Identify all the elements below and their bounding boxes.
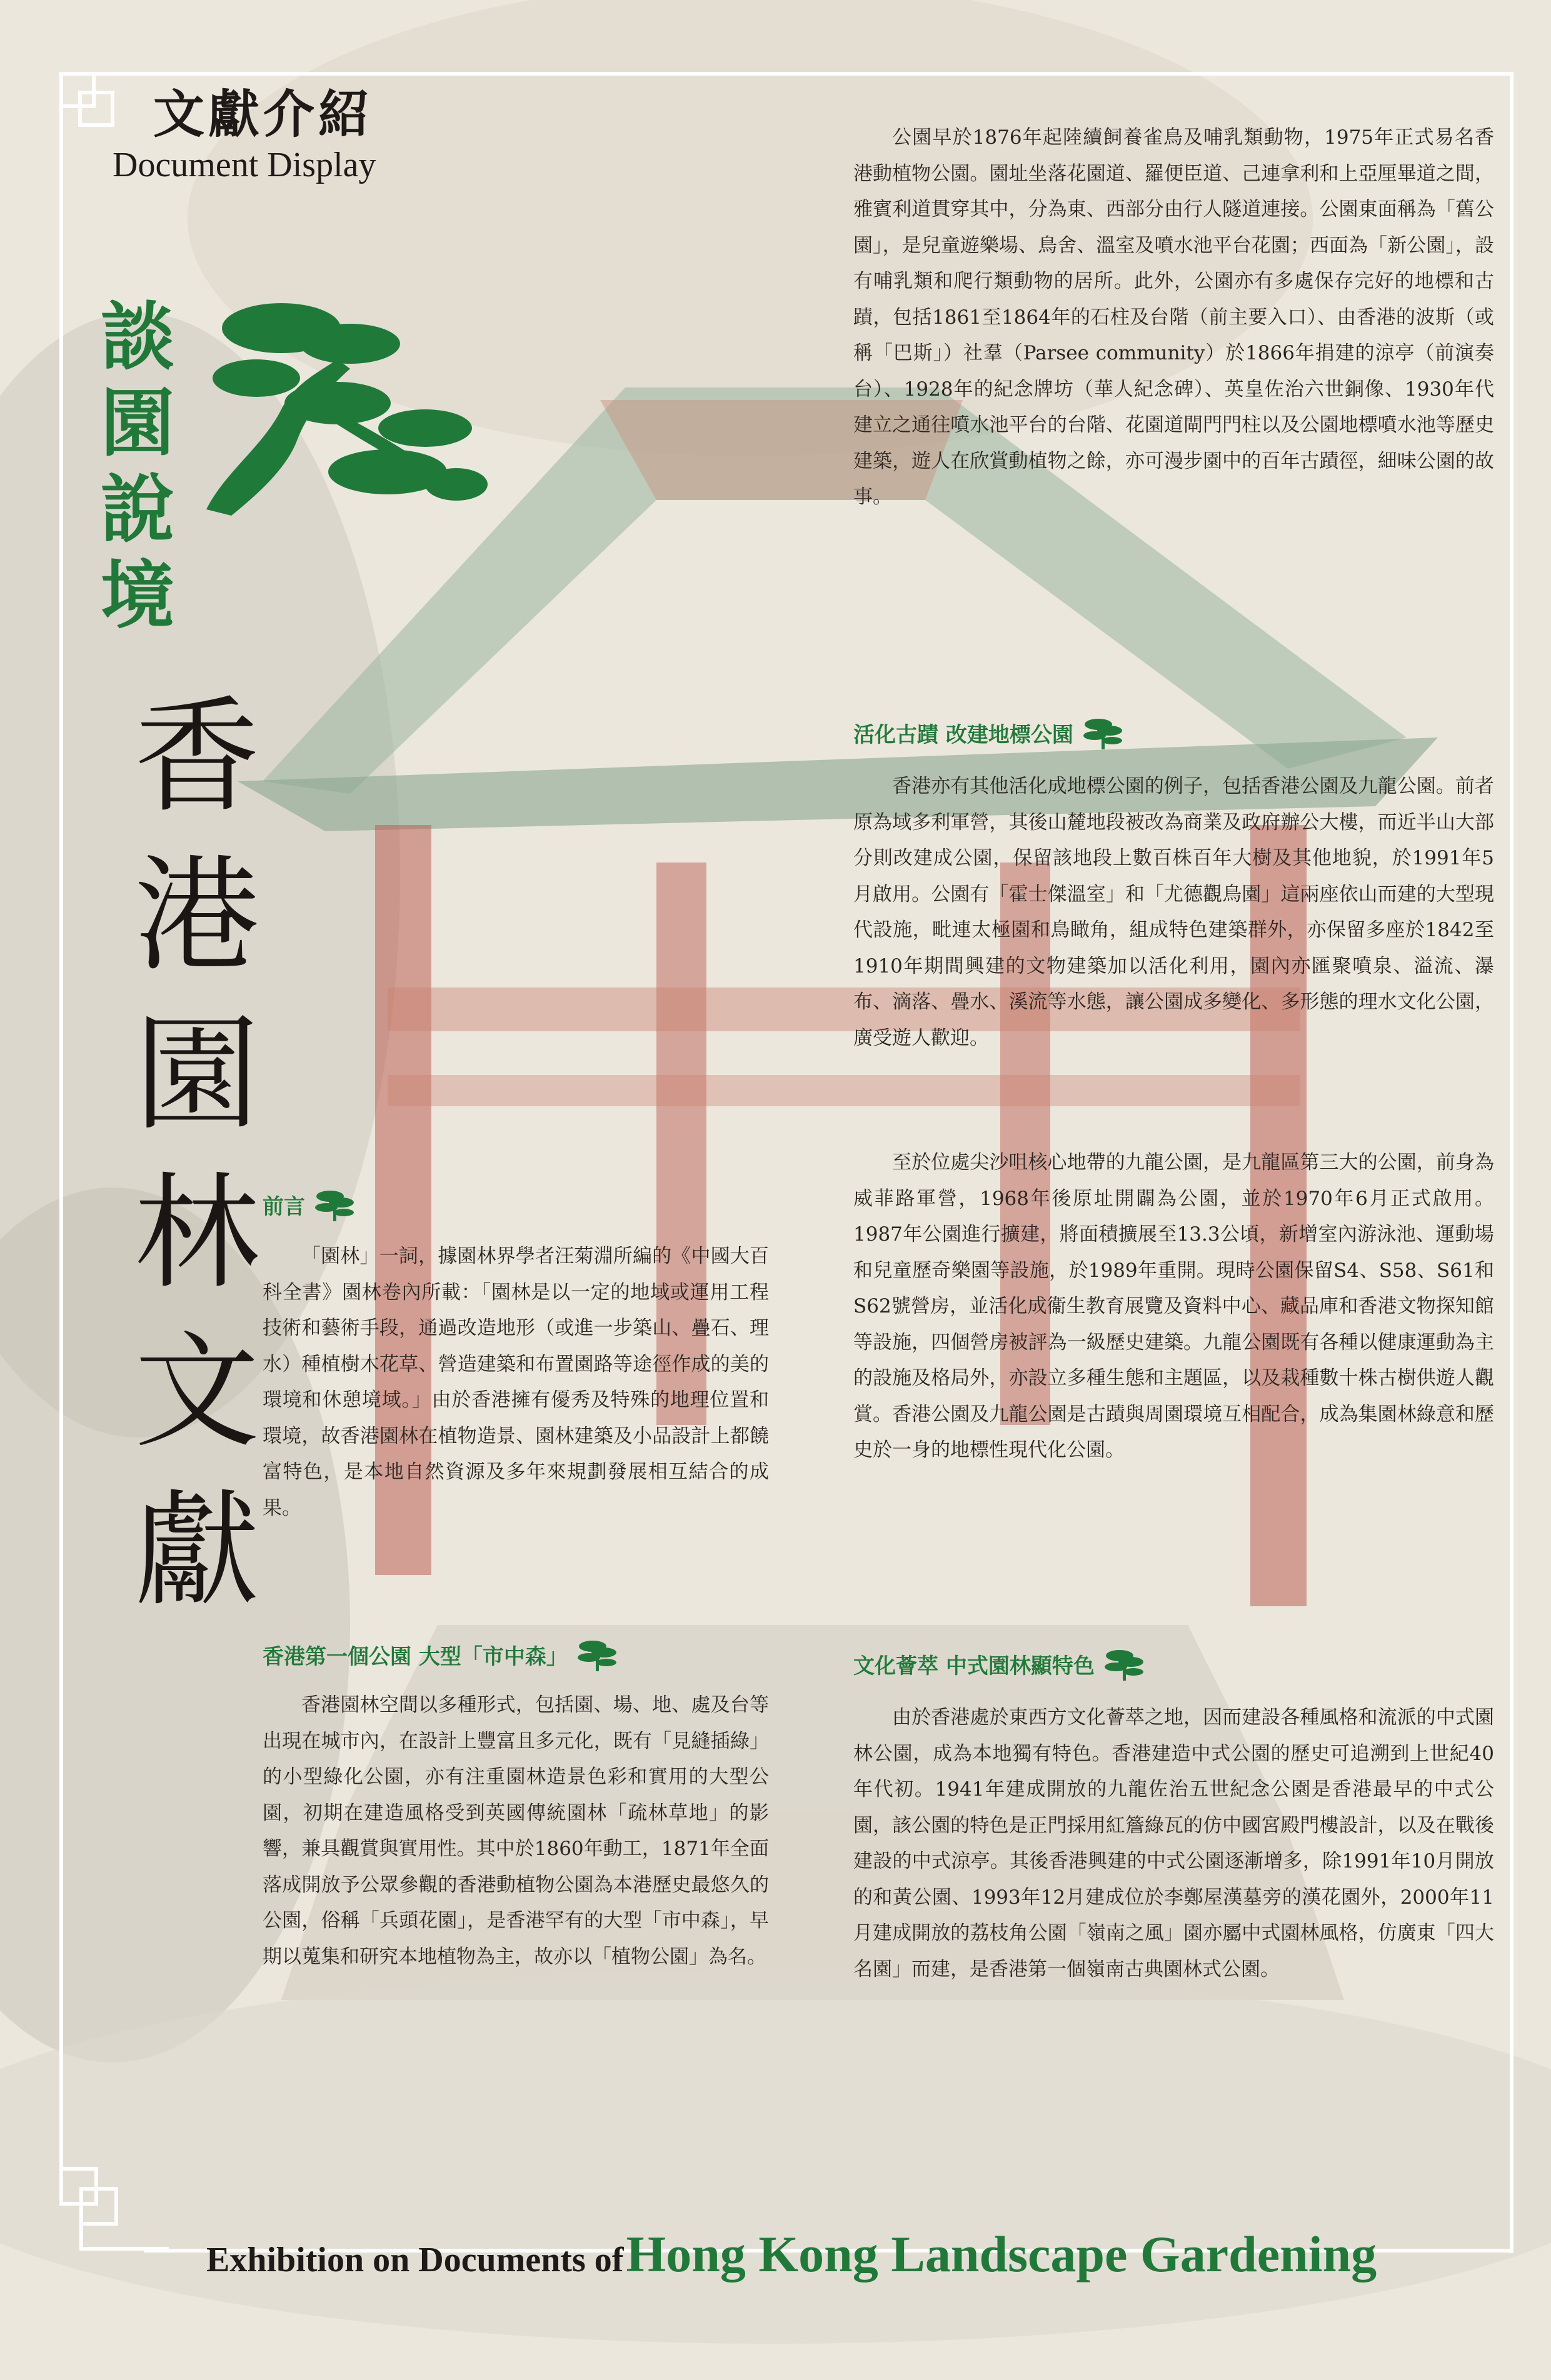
footer-emphasis: Hong Kong Landscape Gardening — [626, 2226, 1377, 2282]
pine-tree-icon — [188, 284, 488, 522]
intro-heading — [263, 1188, 358, 1221]
section3-paragraph: 由於香港處於東西方文化薈萃之地，因而建設各種風格和流派的中式園林公園，成為本地獨有特色。香港建造中式公園的歷史可追溯到上世紀40 年代初。1941年建成開放的九龍佐治五世紀念公園是香港最早的中式公園，該公園的特色是正門採用紅簷綠瓦的仿中國宮殿門樓設計，以及在戰後建設的中式涼亭。其後香港興建的中式公園逐漸增多，除1991年10月開放的和黃公園、1993年12月建成位於李鄭屋漢墓旁的漢花園外，2000年11月建成開放的荔枝角公園「嶺南之風」園亦屬中式園林風格，仿廣東「四大名園」而建，是香港第一個嶺南古典園林式公園。 — [853, 1706, 1494, 1981]
header-title-en: Document Display — [113, 146, 376, 184]
zoo-park-paragraph: 公園早於1876年起陸續飼養雀鳥及哺乳類動物，1975年正式易名香港動植物公園。園址坐落花園道、羅便臣道、己連拿利和上亞厘畢道之間，雅賓利道貫穿其中，分為東、西部分由行人隧道連接。公園東面稱為「舊公園」，是兒童遊樂場、鳥舍、溫室及噴水池平台花園；西面為「新公園」，設有哺乳類和爬行類動物的居所。此外，公園亦有多處保存完好的地標和古蹟，包括1861至1864年的石柱及台階（前主要入口）、由香港的波斯（或稱「巴斯」）社羣（Parsee community）於1866年捐建的涼亭（前演奏台）、1928年的紀念牌坊（華人紀念碑）、英皇佐治六世銅像、1930年代建立之通往噴水池平台的台階、花園道閘門門柱以及公園地標噴水池等歷史建築，遊人在欣賞動植物之餘，亦可漫步園中的百年古蹟徑，細味公園的故事。 — [853, 126, 1494, 508]
header-title-zh: 文獻介紹 — [153, 84, 374, 144]
small-tree-icon — [1102, 1647, 1147, 1681]
section2-paragraph-1: 香港亦有其他活化成地標公園的例子，包括香港公園及九龍公園。前者原為域多利軍營，其後山麓地段被改為商業及政府辦公大樓，而近半山大部分則改建成公園，保留該地段上數百株百年大樹及其他地貌，於1991年5月啟用。公園有「霍士傑溫室」和「尤德觀鳥園」這兩座依山而建的大型現代設施，毗連太極園和鳥瞰角，組成特色建築群外，亦保留多座於1842至1910年期間興建的文物建築加以活化利用，園內亦匯聚噴泉、溢流、瀑布、滴落、疊水、溪流等水態，讓公園成多變化、多形態的理水文化公園，廣受遊人歡迎。 — [853, 775, 1494, 1049]
section2-paragraph-2: 至於位處尖沙咀核心地帶的九龍公園，是九龍區第三大的公園，前身為威菲路軍營，1968年後原址開闢為公園，並於1970年6月正式啟用。1987年公園進行擴建，將面積擴展至13.3公頃，新增室內游泳池、運動場和兒童歷奇樂園等設施，於1989年重開。現時公園保留S4、S58、S61和S62號營房，並活化成衞生教育展覽及資料中心、藏品庫和香港文物探知館等設施，四個營房被評為一級歷史建築。九龍公園既有各種以健康運動為主的設施及格局外，亦設立多種生態和主題區，以及栽種數十株古樹供遊人觀賞。香港公園及九龍公園是古蹟與周園環境互相配合，成為集園林綠意和歷史於一身的地標性現代化公園。 — [853, 1151, 1494, 1461]
section2-heading-text: 活化古蹟 改建地標公園 — [853, 722, 1073, 748]
intro-paragraph: 「園林」一詞，據園林界學者汪菊淵所編的《中國大百科全書》園林卷內所載：「園林是以一定的地域或運用工程技術和藝術手段，通過改造地形（或進一步築山、疊石、理水）種植樹木花草、營造建築和布置園路等途徑作成的美的環境和休憩境域。」由於香港擁有優秀及特殊的地理位置和環境，故香港園林在植物造景、園林建築及小品設計上都饒富特色，是本地自然資源及多年來規劃發展相互結合的成果。 — [263, 1245, 769, 1519]
series-title: 談園說境 — [100, 293, 174, 639]
footer-exhibition-title — [206, 2225, 1377, 2284]
section1-paragraph: 香港園林空間以多種形式，包括園、場、地、處及台等出現在城市內，在設計上豐富且多元化，既有「見縫插綠」的小型綠化公園，亦有注重園林造景色彩和實用的大型公園，初期在建造風格受到英國傳統園林「疏林草地」的影響，兼具觀賞與實用性。其中於1860年動工，1871年全面落成開放予公眾參觀的香港動植物公園為本港歷史最悠久的公園，俗稱「兵頭花園」，是香港罕有的大型「市中森」，早期以蒐集和研究本地植物為主，故亦以「植物公園」為名。 — [263, 1694, 769, 1968]
section3-heading — [853, 1647, 1147, 1681]
frame-left-line — [59, 200, 63, 2144]
small-tree-icon — [1081, 716, 1126, 749]
frame-right-line — [1510, 72, 1513, 2253]
section3-heading-text: 文化薈萃 中式園林顯特色 — [853, 1653, 1095, 1679]
section2-heading — [853, 716, 1126, 749]
section1-heading-text: 香港第一個公園 大型「市中森」 — [263, 1644, 568, 1669]
small-tree-icon — [313, 1188, 358, 1221]
frame-corner-ornament — [50, 2144, 169, 2256]
small-tree-icon — [575, 1638, 620, 1671]
section1-heading — [263, 1638, 620, 1671]
footer-prefix: Exhibition on Documents of — [206, 2241, 624, 2279]
main-title: 香港園林文獻 — [134, 684, 259, 1624]
intro-heading-text: 前言 — [263, 1194, 305, 1219]
